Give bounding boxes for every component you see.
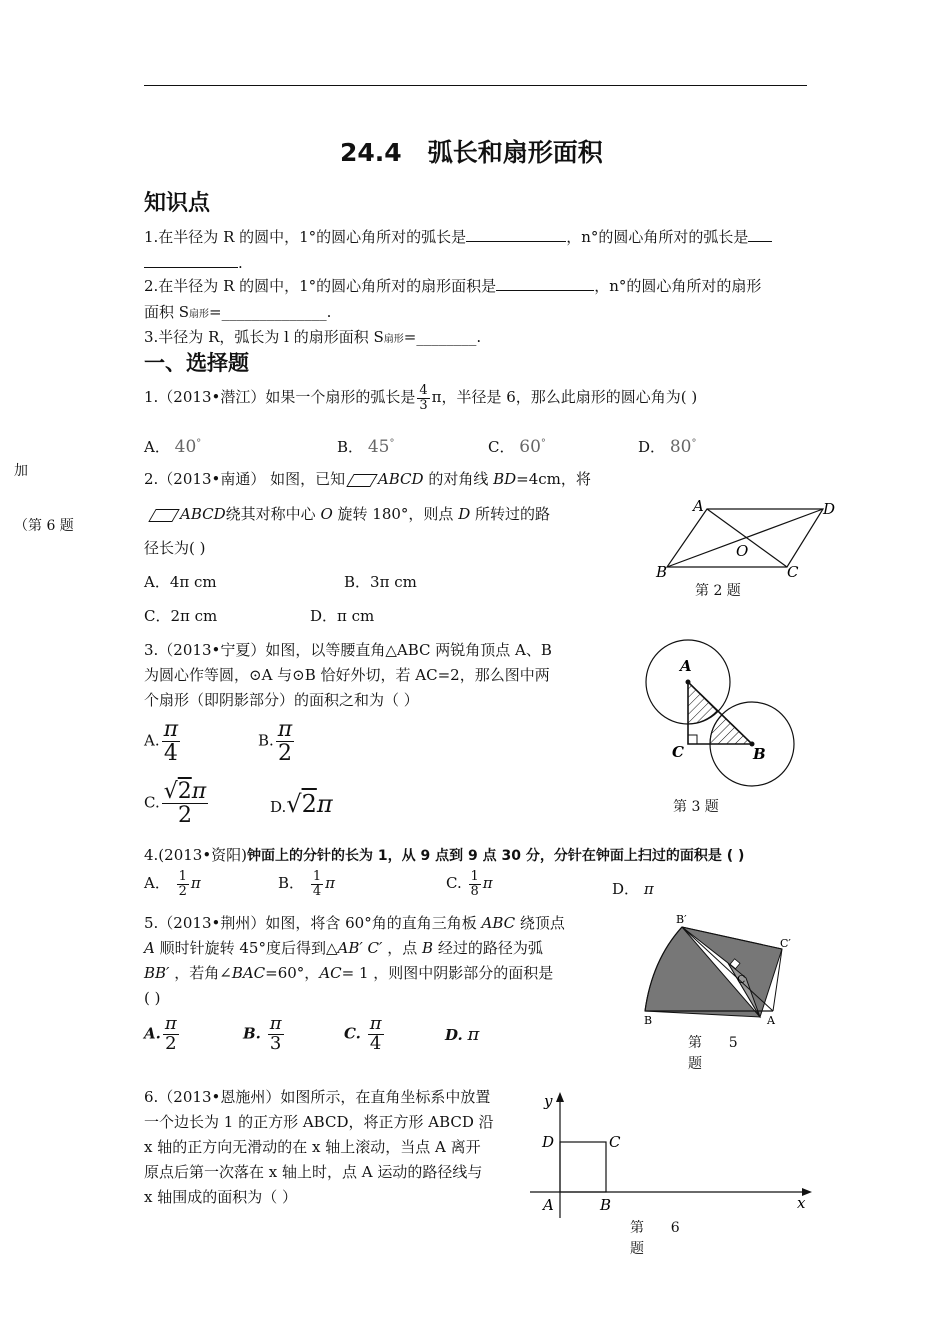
label-c: C (737, 973, 746, 986)
text: ，n°的圆心角所对的弧长是 (566, 228, 749, 246)
figure-5-triangles (630, 905, 810, 1030)
option-2b[interactable]: B．3π cm (344, 573, 417, 591)
margin-note: 加 (14, 463, 28, 479)
option-2c[interactable]: C．2π cm (144, 607, 218, 625)
answer-blank[interactable] (496, 276, 594, 291)
answer-blank[interactable] (144, 253, 238, 268)
option-4a[interactable]: A． $\frac{1}{2}$ π (144, 869, 201, 899)
figure-3-caption: 第 3 题 (673, 799, 719, 815)
figure-5-caption: 题 (688, 1056, 702, 1072)
fraction: $\frac{\pi}{2}$ (277, 717, 293, 767)
text: =________. (403, 328, 482, 346)
text: ，n°的圆心角所对的扇形 (594, 277, 762, 295)
question-3-cont: 为圆心作等圆，⊙A 与⊙B 恰好外切，若 AC=2，那么图中两 (144, 666, 550, 684)
question-5-cont: ( ) (144, 989, 161, 1007)
text: . (238, 254, 243, 272)
label-a: A (767, 1014, 775, 1027)
label-a: A (680, 657, 692, 675)
option-2a[interactable]: A．4π cm (144, 573, 217, 591)
option-4d[interactable]: D． π (612, 880, 654, 898)
option-1b[interactable]: B． 45° (337, 437, 395, 457)
question-6-cont: 原点后第一次落在 x 轴上时，点 A 运动的路径线与 (144, 1163, 483, 1181)
figure-6-coordinate-plane (530, 1090, 820, 1225)
figure-6-caption: 第 6 (630, 1220, 680, 1236)
option-5b[interactable]: B. $\frac{\pi}{3}$ (243, 1013, 282, 1054)
knowledge-item-2-cont (144, 301, 331, 326)
option-5d[interactable]: D. π (445, 1024, 480, 1045)
axis-y-label: y (544, 1092, 553, 1110)
figure-3-circles (640, 635, 810, 795)
label-d: D (823, 500, 836, 518)
text: π，半径是 6，那么此扇形的圆心角为( ) (431, 388, 698, 407)
parallelogram-icon (346, 474, 378, 487)
label-o: O (736, 542, 749, 560)
figure-5-caption: 第 5 (688, 1035, 738, 1051)
knowledge-item-1-cont (144, 252, 243, 274)
option-4c[interactable]: C. $\frac{1}{8}$ π (446, 869, 493, 899)
text: 3.半径为 R，弧长为 l 的扇形面积 S (144, 328, 384, 346)
question-6-cont: x 轴围成的面积为（ ） (144, 1188, 297, 1206)
figure-2-caption: 第 2 题 (695, 583, 741, 599)
knowledge-heading: 知识点 (144, 191, 211, 216)
figure-2-parallelogram (650, 495, 850, 600)
option-4b[interactable]: B． $\frac{1}{4}$ π (278, 869, 335, 899)
question-6-cont: 一个边长为 1 的正方形 ABCD，将正方形 ABCD 沿 (144, 1113, 494, 1131)
fraction: $\frac{√2\pi}{2}$ (163, 779, 207, 829)
label-b-prime: B′ (676, 913, 687, 926)
section-heading-choice: 一、选择题 (144, 351, 249, 375)
option-3a[interactable]: A. $\frac{\pi}{4}$ (144, 717, 179, 767)
knowledge-item-2 (144, 275, 761, 297)
label-c: C (672, 743, 684, 761)
subscript: 扇形 (383, 334, 404, 345)
question-6: 6.（2013•恩施州）如图所示，在直角坐标系中放置 (144, 1088, 491, 1106)
fraction: $\frac{\pi}{4}$ (163, 717, 179, 767)
label-c: C (609, 1133, 621, 1151)
option-1a[interactable]: A． 40° (144, 437, 202, 457)
option-1d[interactable]: D． 80° (638, 437, 697, 457)
question-2-cont: ABCD绕其对称中心 O 旋转 180°，则点 D 所转过的路 (152, 503, 550, 525)
question-3-cont: 个扇形（即阴影部分）的面积之和为（ ） (144, 691, 419, 709)
label-a: A (693, 497, 704, 515)
knowledge-item-1 (144, 226, 772, 248)
question-5-cont: BB′ ，若角∠BAC=60°，AC= 1 ，则图中阴影部分的面积是 (144, 964, 554, 982)
question-5: 5.（2013•荆州）如图，将含 60°角的直角三角板 ABC 绕顶点 (144, 914, 565, 932)
label-b: B (753, 745, 766, 763)
text: 1.（2013•潜江）如果一个扇形的弧长是 (144, 388, 416, 407)
option-3d[interactable]: D.√2π (270, 790, 333, 818)
answer-blank[interactable] (466, 227, 566, 242)
fraction: $\frac{4}{3}$ (419, 383, 428, 413)
label-d: D (542, 1133, 555, 1151)
margin-note: （第 6 题 (14, 518, 74, 534)
question-4: 4.(2013•资阳)钟面上的分针的长为 1，从 9 点到 9 点 30 分，分针在钟面上扫过的面积是 ( ) (144, 846, 745, 864)
page-title: 24.4 弧长和扇形面积 (340, 138, 603, 167)
question-2: 2.（2013•南通） 如图，已知 ABCD 的对角线 BD=4cm，将 (144, 470, 591, 488)
question-3: 3.（2013•宁夏）如图，以等腰直角△ABC 两锐角顶点 A、B (144, 641, 552, 659)
subscript: 扇形 (189, 309, 210, 320)
option-5a[interactable]: A. $\frac{\pi}{2}$ (144, 1013, 177, 1054)
axis-x-label: x (797, 1194, 806, 1212)
question-5-cont: A 顺时针旋转 45°度后得到△AB′ C′ ，点 B 经过的路径为弧 (144, 939, 543, 957)
answer-blank[interactable] (748, 227, 772, 242)
text: 2.在半径为 R 的圆中，1°的圆心角所对的扇形面积是 (144, 277, 497, 295)
label-b: B (656, 563, 668, 581)
question-1 (144, 384, 697, 412)
option-3b[interactable]: B. $\frac{\pi}{2}$ (258, 717, 293, 767)
label-a: A (543, 1196, 554, 1214)
parallelogram-icon (148, 509, 180, 522)
text: 面积 S (144, 303, 190, 321)
option-5c[interactable]: C. $\frac{\pi}{4}$ (344, 1013, 382, 1054)
text: =______________. (209, 303, 332, 321)
option-1c[interactable]: C． 60° (488, 437, 546, 457)
text: 1.在半径为 R 的圆中，1°的圆心角所对的弧长是 (144, 228, 467, 246)
label-b: B (644, 1014, 653, 1027)
label-c: C (787, 563, 799, 581)
question-2-cont: 径长为( ) (144, 539, 206, 557)
option-2d[interactable]: D．π cm (310, 607, 375, 625)
figure-6-caption: 题 (630, 1241, 644, 1257)
label-c-prime: C′ (780, 937, 791, 950)
question-6-cont: x 轴的正方向无滑动的在 x 轴上滚动，当点 A 离开 (144, 1138, 481, 1156)
header-rule (144, 85, 807, 86)
label-b: B (600, 1196, 612, 1214)
option-3c[interactable]: C. $\frac{√2\pi}{2}$ (144, 779, 207, 829)
